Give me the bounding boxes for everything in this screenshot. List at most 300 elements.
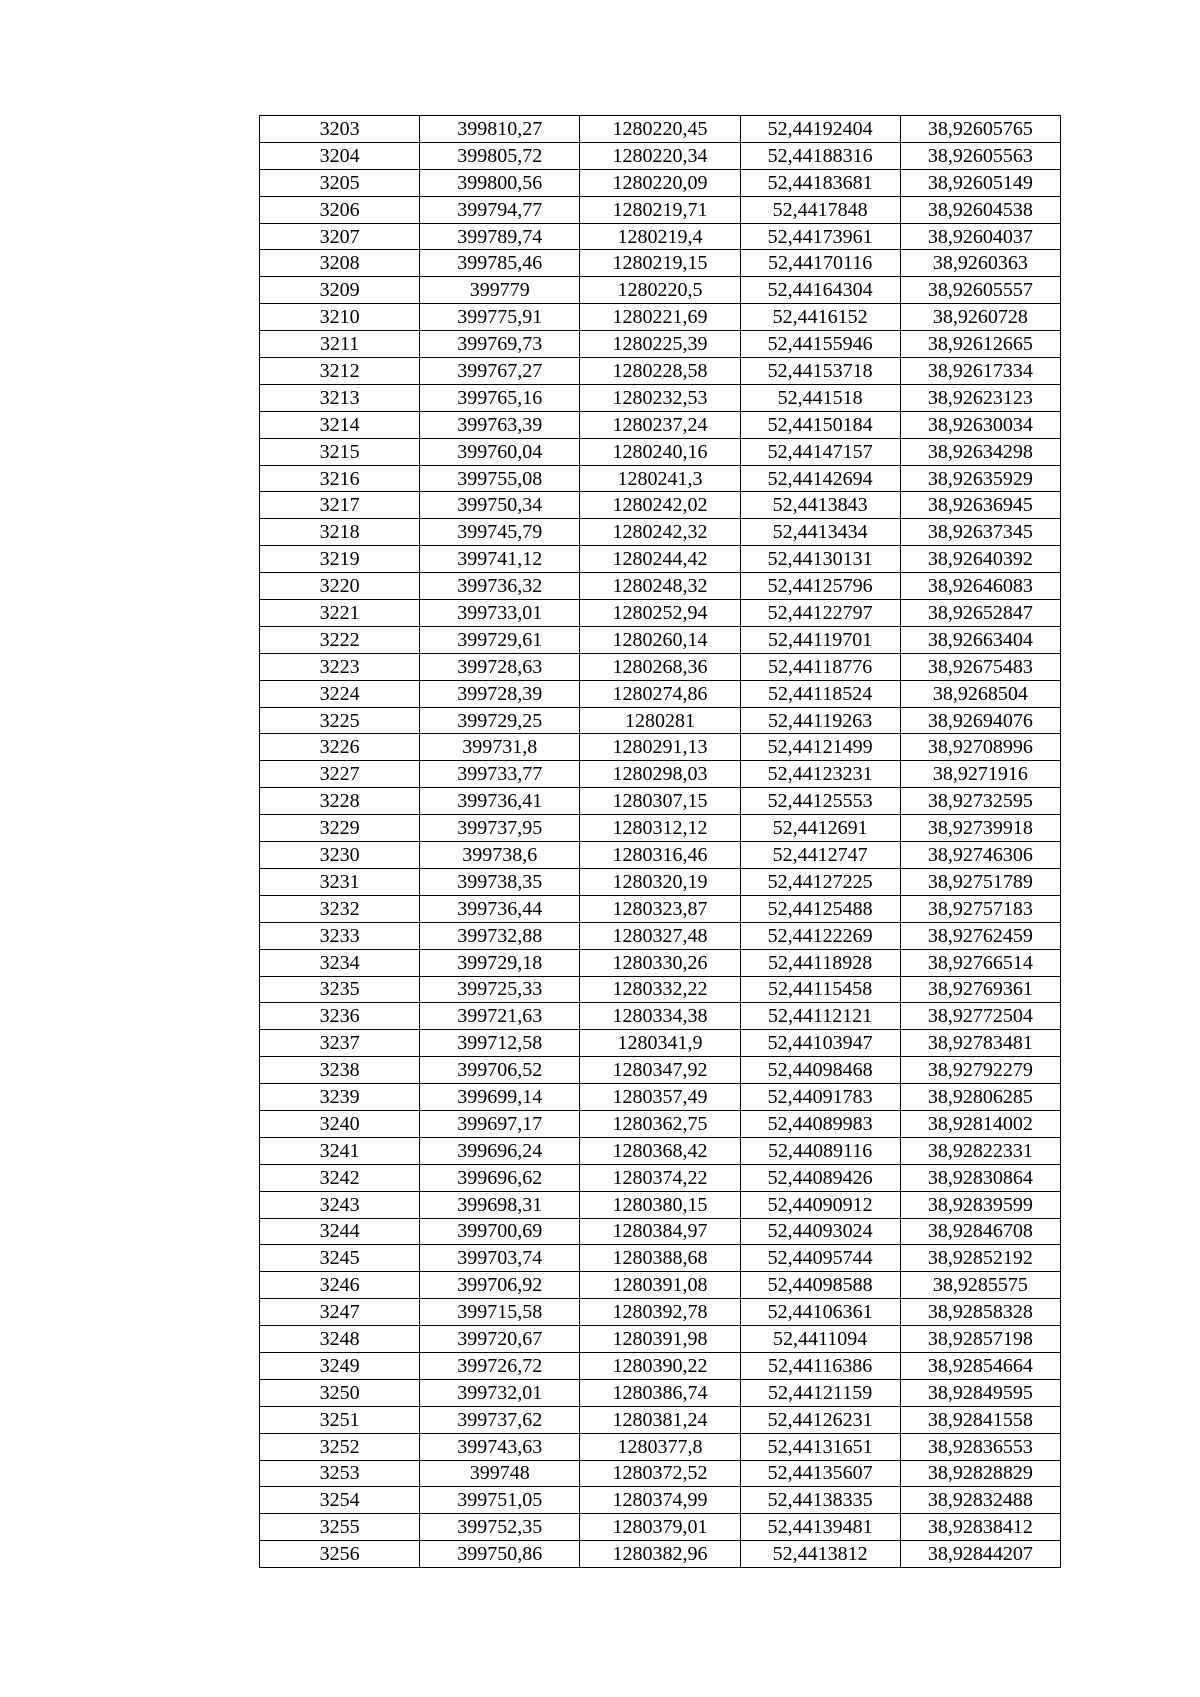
longitude-cell: 38,92605563 bbox=[900, 142, 1060, 169]
table-row bbox=[260, 384, 1061, 411]
longitude-cell: 38,92694076 bbox=[900, 707, 1060, 734]
longitude-cell: 38,92605149 bbox=[900, 169, 1060, 196]
latitude-cell: 52,44135607 bbox=[740, 1460, 900, 1487]
latitude-cell: 52,44147157 bbox=[740, 438, 900, 465]
longitude-cell: 38,92751789 bbox=[900, 868, 1060, 895]
latitude-cell: 52,44118776 bbox=[740, 653, 900, 680]
longitude-cell: 38,92846708 bbox=[900, 1218, 1060, 1245]
latitude-cell: 52,44095744 bbox=[740, 1245, 900, 1272]
latitude-cell: 52,44116386 bbox=[740, 1352, 900, 1379]
point-number-cell: 3245 bbox=[260, 1245, 420, 1272]
x-coordinate-cell: 399760,04 bbox=[420, 438, 580, 465]
y-coordinate-cell: 1280232,53 bbox=[580, 384, 740, 411]
point-number-cell: 3242 bbox=[260, 1164, 420, 1191]
table-row bbox=[260, 358, 1061, 385]
y-coordinate-cell: 1280220,34 bbox=[580, 142, 740, 169]
point-number-cell: 3220 bbox=[260, 573, 420, 600]
longitude-cell: 38,92640392 bbox=[900, 546, 1060, 573]
point-number-cell: 3211 bbox=[260, 331, 420, 358]
latitude-cell: 52,44153718 bbox=[740, 358, 900, 385]
point-number-cell: 3252 bbox=[260, 1433, 420, 1460]
y-coordinate-cell: 1280248,32 bbox=[580, 573, 740, 600]
table-row bbox=[260, 842, 1061, 869]
y-coordinate-cell: 1280380,15 bbox=[580, 1191, 740, 1218]
latitude-cell: 52,44089426 bbox=[740, 1164, 900, 1191]
longitude-cell: 38,92739918 bbox=[900, 815, 1060, 842]
table-row bbox=[260, 949, 1061, 976]
y-coordinate-cell: 1280220,09 bbox=[580, 169, 740, 196]
x-coordinate-cell: 399763,39 bbox=[420, 411, 580, 438]
longitude-cell: 38,92637345 bbox=[900, 519, 1060, 546]
x-coordinate-cell: 399733,01 bbox=[420, 600, 580, 627]
table-row bbox=[260, 196, 1061, 223]
longitude-cell: 38,92841558 bbox=[900, 1406, 1060, 1433]
table-row bbox=[260, 1272, 1061, 1299]
longitude-cell: 38,9260363 bbox=[900, 250, 1060, 277]
latitude-cell: 52,44164304 bbox=[740, 277, 900, 304]
point-number-cell: 3247 bbox=[260, 1299, 420, 1326]
x-coordinate-cell: 399729,25 bbox=[420, 707, 580, 734]
point-number-cell: 3238 bbox=[260, 1057, 420, 1084]
latitude-cell: 52,4413812 bbox=[740, 1541, 900, 1568]
x-coordinate-cell: 399721,63 bbox=[420, 1003, 580, 1030]
table-row bbox=[260, 1433, 1061, 1460]
latitude-cell: 52,44106361 bbox=[740, 1299, 900, 1326]
x-coordinate-cell: 399805,72 bbox=[420, 142, 580, 169]
longitude-cell: 38,92769361 bbox=[900, 976, 1060, 1003]
table-row bbox=[260, 1299, 1061, 1326]
x-coordinate-cell: 399696,62 bbox=[420, 1164, 580, 1191]
point-number-cell: 3219 bbox=[260, 546, 420, 573]
x-coordinate-cell: 399697,17 bbox=[420, 1110, 580, 1137]
latitude-cell: 52,44098468 bbox=[740, 1057, 900, 1084]
table-row bbox=[260, 976, 1061, 1003]
x-coordinate-cell: 399725,33 bbox=[420, 976, 580, 1003]
y-coordinate-cell: 1280374,22 bbox=[580, 1164, 740, 1191]
x-coordinate-cell: 399769,73 bbox=[420, 331, 580, 358]
latitude-cell: 52,44131651 bbox=[740, 1433, 900, 1460]
y-coordinate-cell: 1280347,92 bbox=[580, 1057, 740, 1084]
x-coordinate-cell: 399800,56 bbox=[420, 169, 580, 196]
longitude-cell: 38,92630034 bbox=[900, 411, 1060, 438]
point-number-cell: 3208 bbox=[260, 250, 420, 277]
table-row bbox=[260, 573, 1061, 600]
table-row bbox=[260, 1460, 1061, 1487]
longitude-cell: 38,92635929 bbox=[900, 465, 1060, 492]
table-row bbox=[260, 142, 1061, 169]
longitude-cell: 38,9271916 bbox=[900, 761, 1060, 788]
point-number-cell: 3217 bbox=[260, 492, 420, 519]
longitude-cell: 38,92849595 bbox=[900, 1379, 1060, 1406]
x-coordinate-cell: 399712,58 bbox=[420, 1030, 580, 1057]
latitude-cell: 52,44192404 bbox=[740, 116, 900, 143]
y-coordinate-cell: 1280357,49 bbox=[580, 1084, 740, 1111]
y-coordinate-cell: 1280379,01 bbox=[580, 1514, 740, 1541]
table-row bbox=[260, 277, 1061, 304]
point-number-cell: 3244 bbox=[260, 1218, 420, 1245]
latitude-cell: 52,44112121 bbox=[740, 1003, 900, 1030]
longitude-cell: 38,92854664 bbox=[900, 1352, 1060, 1379]
latitude-cell: 52,44130131 bbox=[740, 546, 900, 573]
table-row bbox=[260, 895, 1061, 922]
x-coordinate-cell: 399732,01 bbox=[420, 1379, 580, 1406]
latitude-cell: 52,44121159 bbox=[740, 1379, 900, 1406]
longitude-cell: 38,92746306 bbox=[900, 842, 1060, 869]
longitude-cell: 38,92830864 bbox=[900, 1164, 1060, 1191]
coordinates-table bbox=[259, 115, 1061, 1568]
longitude-cell: 38,92839599 bbox=[900, 1191, 1060, 1218]
y-coordinate-cell: 1280316,46 bbox=[580, 842, 740, 869]
x-coordinate-cell: 399729,61 bbox=[420, 626, 580, 653]
x-coordinate-cell: 399706,92 bbox=[420, 1272, 580, 1299]
x-coordinate-cell: 399726,72 bbox=[420, 1352, 580, 1379]
point-number-cell: 3204 bbox=[260, 142, 420, 169]
longitude-cell: 38,92814002 bbox=[900, 1110, 1060, 1137]
x-coordinate-cell: 399715,58 bbox=[420, 1299, 580, 1326]
y-coordinate-cell: 1280219,4 bbox=[580, 223, 740, 250]
longitude-cell: 38,92762459 bbox=[900, 922, 1060, 949]
point-number-cell: 3239 bbox=[260, 1084, 420, 1111]
y-coordinate-cell: 1280334,38 bbox=[580, 1003, 740, 1030]
latitude-cell: 52,44098588 bbox=[740, 1272, 900, 1299]
y-coordinate-cell: 1280244,42 bbox=[580, 546, 740, 573]
y-coordinate-cell: 1280327,48 bbox=[580, 922, 740, 949]
y-coordinate-cell: 1280332,22 bbox=[580, 976, 740, 1003]
longitude-cell: 38,92838412 bbox=[900, 1514, 1060, 1541]
table-row bbox=[260, 1084, 1061, 1111]
x-coordinate-cell: 399699,14 bbox=[420, 1084, 580, 1111]
latitude-cell: 52,44183681 bbox=[740, 169, 900, 196]
table-row bbox=[260, 331, 1061, 358]
x-coordinate-cell: 399728,63 bbox=[420, 653, 580, 680]
point-number-cell: 3228 bbox=[260, 788, 420, 815]
longitude-cell: 38,92623123 bbox=[900, 384, 1060, 411]
latitude-cell: 52,4417848 bbox=[740, 196, 900, 223]
longitude-cell: 38,9285575 bbox=[900, 1272, 1060, 1299]
y-coordinate-cell: 1280274,86 bbox=[580, 680, 740, 707]
longitude-cell: 38,92757183 bbox=[900, 895, 1060, 922]
longitude-cell: 38,92604037 bbox=[900, 223, 1060, 250]
x-coordinate-cell: 399767,27 bbox=[420, 358, 580, 385]
point-number-cell: 3237 bbox=[260, 1030, 420, 1057]
y-coordinate-cell: 1280291,13 bbox=[580, 734, 740, 761]
longitude-cell: 38,92766514 bbox=[900, 949, 1060, 976]
point-number-cell: 3216 bbox=[260, 465, 420, 492]
point-number-cell: 3222 bbox=[260, 626, 420, 653]
x-coordinate-cell: 399779 bbox=[420, 277, 580, 304]
point-number-cell: 3215 bbox=[260, 438, 420, 465]
point-number-cell: 3203 bbox=[260, 116, 420, 143]
point-number-cell: 3246 bbox=[260, 1272, 420, 1299]
table-row bbox=[260, 1003, 1061, 1030]
point-number-cell: 3230 bbox=[260, 842, 420, 869]
y-coordinate-cell: 1280392,78 bbox=[580, 1299, 740, 1326]
point-number-cell: 3255 bbox=[260, 1514, 420, 1541]
point-number-cell: 3232 bbox=[260, 895, 420, 922]
table-row bbox=[260, 788, 1061, 815]
point-number-cell: 3231 bbox=[260, 868, 420, 895]
y-coordinate-cell: 1280242,02 bbox=[580, 492, 740, 519]
latitude-cell: 52,44118928 bbox=[740, 949, 900, 976]
x-coordinate-cell: 399810,27 bbox=[420, 116, 580, 143]
x-coordinate-cell: 399736,41 bbox=[420, 788, 580, 815]
point-number-cell: 3243 bbox=[260, 1191, 420, 1218]
y-coordinate-cell: 1280381,24 bbox=[580, 1406, 740, 1433]
y-coordinate-cell: 1280268,36 bbox=[580, 653, 740, 680]
table-row bbox=[260, 734, 1061, 761]
table-row bbox=[260, 438, 1061, 465]
y-coordinate-cell: 1280298,03 bbox=[580, 761, 740, 788]
latitude-cell: 52,44173961 bbox=[740, 223, 900, 250]
y-coordinate-cell: 1280320,19 bbox=[580, 868, 740, 895]
point-number-cell: 3253 bbox=[260, 1460, 420, 1487]
longitude-cell: 38,92605765 bbox=[900, 116, 1060, 143]
table-row bbox=[260, 1379, 1061, 1406]
table-row bbox=[260, 1191, 1061, 1218]
point-number-cell: 3254 bbox=[260, 1487, 420, 1514]
longitude-cell: 38,92617334 bbox=[900, 358, 1060, 385]
x-coordinate-cell: 399706,52 bbox=[420, 1057, 580, 1084]
x-coordinate-cell: 399737,62 bbox=[420, 1406, 580, 1433]
longitude-cell: 38,9260728 bbox=[900, 304, 1060, 331]
table-row bbox=[260, 546, 1061, 573]
longitude-cell: 38,92612665 bbox=[900, 331, 1060, 358]
y-coordinate-cell: 1280237,24 bbox=[580, 411, 740, 438]
latitude-cell: 52,44090912 bbox=[740, 1191, 900, 1218]
latitude-cell: 52,44125796 bbox=[740, 573, 900, 600]
x-coordinate-cell: 399738,35 bbox=[420, 868, 580, 895]
table-row bbox=[260, 1218, 1061, 1245]
point-number-cell: 3209 bbox=[260, 277, 420, 304]
table-row bbox=[260, 1164, 1061, 1191]
x-coordinate-cell: 399750,86 bbox=[420, 1541, 580, 1568]
table-row bbox=[260, 1245, 1061, 1272]
longitude-cell: 38,92636945 bbox=[900, 492, 1060, 519]
point-number-cell: 3248 bbox=[260, 1326, 420, 1353]
latitude-cell: 52,44125488 bbox=[740, 895, 900, 922]
longitude-cell: 38,92634298 bbox=[900, 438, 1060, 465]
latitude-cell: 52,44139481 bbox=[740, 1514, 900, 1541]
longitude-cell: 38,92605557 bbox=[900, 277, 1060, 304]
table-row bbox=[260, 680, 1061, 707]
latitude-cell: 52,44093024 bbox=[740, 1218, 900, 1245]
x-coordinate-cell: 399733,77 bbox=[420, 761, 580, 788]
longitude-cell: 38,92852192 bbox=[900, 1245, 1060, 1272]
y-coordinate-cell: 1280382,96 bbox=[580, 1541, 740, 1568]
latitude-cell: 52,44125553 bbox=[740, 788, 900, 815]
table-row bbox=[260, 223, 1061, 250]
point-number-cell: 3224 bbox=[260, 680, 420, 707]
y-coordinate-cell: 1280391,08 bbox=[580, 1272, 740, 1299]
y-coordinate-cell: 1280241,3 bbox=[580, 465, 740, 492]
point-number-cell: 3235 bbox=[260, 976, 420, 1003]
longitude-cell: 38,92732595 bbox=[900, 788, 1060, 815]
point-number-cell: 3234 bbox=[260, 949, 420, 976]
x-coordinate-cell: 399750,34 bbox=[420, 492, 580, 519]
x-coordinate-cell: 399738,6 bbox=[420, 842, 580, 869]
point-number-cell: 3249 bbox=[260, 1352, 420, 1379]
y-coordinate-cell: 1280219,71 bbox=[580, 196, 740, 223]
table-row bbox=[260, 922, 1061, 949]
table-row bbox=[260, 116, 1061, 143]
y-coordinate-cell: 1280388,68 bbox=[580, 1245, 740, 1272]
point-number-cell: 3210 bbox=[260, 304, 420, 331]
x-coordinate-cell: 399736,32 bbox=[420, 573, 580, 600]
longitude-cell: 38,92792279 bbox=[900, 1057, 1060, 1084]
latitude-cell: 52,44118524 bbox=[740, 680, 900, 707]
table-row bbox=[260, 1352, 1061, 1379]
table-row bbox=[260, 761, 1061, 788]
longitude-cell: 38,9268504 bbox=[900, 680, 1060, 707]
latitude-cell: 52,44122797 bbox=[740, 600, 900, 627]
point-number-cell: 3256 bbox=[260, 1541, 420, 1568]
latitude-cell: 52,4413843 bbox=[740, 492, 900, 519]
table-row bbox=[260, 1514, 1061, 1541]
longitude-cell: 38,92652847 bbox=[900, 600, 1060, 627]
point-number-cell: 3213 bbox=[260, 384, 420, 411]
table-row bbox=[260, 626, 1061, 653]
y-coordinate-cell: 1280390,22 bbox=[580, 1352, 740, 1379]
point-number-cell: 3223 bbox=[260, 653, 420, 680]
table-row bbox=[260, 465, 1061, 492]
latitude-cell: 52,44142694 bbox=[740, 465, 900, 492]
latitude-cell: 52,44122269 bbox=[740, 922, 900, 949]
table-row bbox=[260, 1057, 1061, 1084]
point-number-cell: 3241 bbox=[260, 1137, 420, 1164]
table-row bbox=[260, 169, 1061, 196]
longitude-cell: 38,92604538 bbox=[900, 196, 1060, 223]
x-coordinate-cell: 399696,24 bbox=[420, 1137, 580, 1164]
y-coordinate-cell: 1280220,5 bbox=[580, 277, 740, 304]
latitude-cell: 52,4411094 bbox=[740, 1326, 900, 1353]
y-coordinate-cell: 1280391,98 bbox=[580, 1326, 740, 1353]
table-row bbox=[260, 600, 1061, 627]
point-number-cell: 3229 bbox=[260, 815, 420, 842]
x-coordinate-cell: 399789,74 bbox=[420, 223, 580, 250]
longitude-cell: 38,92822331 bbox=[900, 1137, 1060, 1164]
table-row bbox=[260, 868, 1061, 895]
x-coordinate-cell: 399748 bbox=[420, 1460, 580, 1487]
x-coordinate-cell: 399752,35 bbox=[420, 1514, 580, 1541]
x-coordinate-cell: 399751,05 bbox=[420, 1487, 580, 1514]
latitude-cell: 52,44123231 bbox=[740, 761, 900, 788]
table-row bbox=[260, 815, 1061, 842]
latitude-cell: 52,44119701 bbox=[740, 626, 900, 653]
latitude-cell: 52,44170116 bbox=[740, 250, 900, 277]
y-coordinate-cell: 1280221,69 bbox=[580, 304, 740, 331]
table-row bbox=[260, 1030, 1061, 1057]
point-number-cell: 3240 bbox=[260, 1110, 420, 1137]
table-row bbox=[260, 653, 1061, 680]
longitude-cell: 38,92832488 bbox=[900, 1487, 1060, 1514]
y-coordinate-cell: 1280307,15 bbox=[580, 788, 740, 815]
y-coordinate-cell: 1280220,45 bbox=[580, 116, 740, 143]
table-row bbox=[260, 1137, 1061, 1164]
x-coordinate-cell: 399745,79 bbox=[420, 519, 580, 546]
point-number-cell: 3225 bbox=[260, 707, 420, 734]
y-coordinate-cell: 1280362,75 bbox=[580, 1110, 740, 1137]
latitude-cell: 52,4413434 bbox=[740, 519, 900, 546]
longitude-cell: 38,92772504 bbox=[900, 1003, 1060, 1030]
x-coordinate-cell: 399728,39 bbox=[420, 680, 580, 707]
table-row bbox=[260, 1541, 1061, 1568]
point-number-cell: 3250 bbox=[260, 1379, 420, 1406]
latitude-cell: 52,44138335 bbox=[740, 1487, 900, 1514]
longitude-cell: 38,92806285 bbox=[900, 1084, 1060, 1111]
latitude-cell: 52,44150184 bbox=[740, 411, 900, 438]
x-coordinate-cell: 399775,91 bbox=[420, 304, 580, 331]
y-coordinate-cell: 1280260,14 bbox=[580, 626, 740, 653]
y-coordinate-cell: 1280372,52 bbox=[580, 1460, 740, 1487]
latitude-cell: 52,44115458 bbox=[740, 976, 900, 1003]
x-coordinate-cell: 399765,16 bbox=[420, 384, 580, 411]
table-row bbox=[260, 1406, 1061, 1433]
point-number-cell: 3207 bbox=[260, 223, 420, 250]
y-coordinate-cell: 1280242,32 bbox=[580, 519, 740, 546]
longitude-cell: 38,92828829 bbox=[900, 1460, 1060, 1487]
longitude-cell: 38,92844207 bbox=[900, 1541, 1060, 1568]
table-row bbox=[260, 1487, 1061, 1514]
x-coordinate-cell: 399755,08 bbox=[420, 465, 580, 492]
latitude-cell: 52,44188316 bbox=[740, 142, 900, 169]
point-number-cell: 3233 bbox=[260, 922, 420, 949]
table-row bbox=[260, 1326, 1061, 1353]
longitude-cell: 38,92646083 bbox=[900, 573, 1060, 600]
latitude-cell: 52,44103947 bbox=[740, 1030, 900, 1057]
y-coordinate-cell: 1280281 bbox=[580, 707, 740, 734]
y-coordinate-cell: 1280368,42 bbox=[580, 1137, 740, 1164]
table-row bbox=[260, 411, 1061, 438]
x-coordinate-cell: 399731,8 bbox=[420, 734, 580, 761]
latitude-cell: 52,4412691 bbox=[740, 815, 900, 842]
latitude-cell: 52,44121499 bbox=[740, 734, 900, 761]
latitude-cell: 52,44119263 bbox=[740, 707, 900, 734]
y-coordinate-cell: 1280252,94 bbox=[580, 600, 740, 627]
y-coordinate-cell: 1280225,39 bbox=[580, 331, 740, 358]
table-row bbox=[260, 1110, 1061, 1137]
y-coordinate-cell: 1280374,99 bbox=[580, 1487, 740, 1514]
point-number-cell: 3214 bbox=[260, 411, 420, 438]
longitude-cell: 38,92783481 bbox=[900, 1030, 1060, 1057]
y-coordinate-cell: 1280228,58 bbox=[580, 358, 740, 385]
x-coordinate-cell: 399785,46 bbox=[420, 250, 580, 277]
x-coordinate-cell: 399736,44 bbox=[420, 895, 580, 922]
latitude-cell: 52,44127225 bbox=[740, 868, 900, 895]
table-row bbox=[260, 707, 1061, 734]
latitude-cell: 52,441518 bbox=[740, 384, 900, 411]
point-number-cell: 3221 bbox=[260, 600, 420, 627]
table-row bbox=[260, 250, 1061, 277]
y-coordinate-cell: 1280386,74 bbox=[580, 1379, 740, 1406]
point-number-cell: 3251 bbox=[260, 1406, 420, 1433]
longitude-cell: 38,92836553 bbox=[900, 1433, 1060, 1460]
latitude-cell: 52,44126231 bbox=[740, 1406, 900, 1433]
x-coordinate-cell: 399794,77 bbox=[420, 196, 580, 223]
point-number-cell: 3205 bbox=[260, 169, 420, 196]
latitude-cell: 52,44089116 bbox=[740, 1137, 900, 1164]
longitude-cell: 38,92857198 bbox=[900, 1326, 1060, 1353]
point-number-cell: 3212 bbox=[260, 358, 420, 385]
x-coordinate-cell: 399720,67 bbox=[420, 1326, 580, 1353]
x-coordinate-cell: 399732,88 bbox=[420, 922, 580, 949]
table-row bbox=[260, 304, 1061, 331]
y-coordinate-cell: 1280384,97 bbox=[580, 1218, 740, 1245]
point-number-cell: 3227 bbox=[260, 761, 420, 788]
longitude-cell: 38,92675483 bbox=[900, 653, 1060, 680]
x-coordinate-cell: 399703,74 bbox=[420, 1245, 580, 1272]
x-coordinate-cell: 399700,69 bbox=[420, 1218, 580, 1245]
latitude-cell: 52,44089983 bbox=[740, 1110, 900, 1137]
